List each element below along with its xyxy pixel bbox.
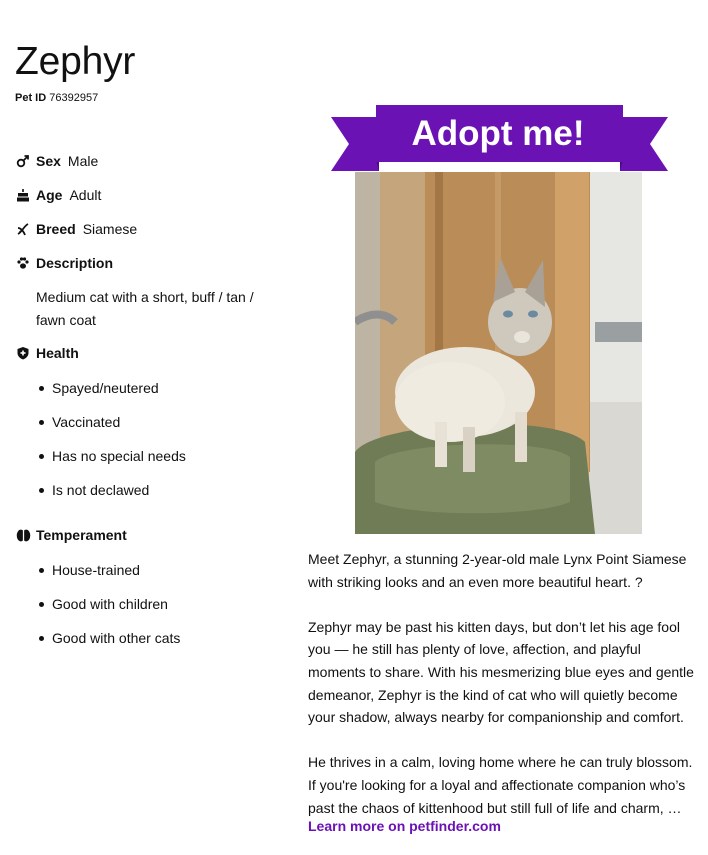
list-item	[36, 553, 180, 587]
age-value: Adult	[69, 187, 102, 203]
story-paragraph: He thrives in a calm, loving home where he can truly blossom. If you're looking for a loyal and affectionate companion who’s past the chaos of kittenhood but still full of life and charm, …	[308, 754, 693, 816]
cake-icon	[15, 187, 31, 203]
paw-icon	[15, 255, 31, 271]
gender-icon	[15, 153, 31, 169]
temperament-item-text: Good with other cats	[52, 630, 181, 646]
story-paragraph: Zephyr may be past his kitten days, but don’t let his age fool you — he still has plenty of love, affection, and playful moments to share. With his mesmerizing blue eyes and gentle demeanor, Zephyr is the kind of cat who will quietly become your shadow, always nearby for companionship and comfort.	[308, 618, 694, 726]
list-item	[36, 439, 186, 473]
attr-sex	[15, 153, 98, 169]
list-item	[36, 621, 180, 655]
banner-ribbon-right	[620, 117, 668, 171]
bullet	[39, 488, 44, 493]
sex-value: Male	[67, 153, 99, 169]
attr-age	[15, 187, 101, 203]
temperament-list	[36, 553, 180, 655]
bullet	[39, 568, 44, 573]
pet-story	[308, 548, 698, 819]
pet-id	[15, 92, 98, 104]
health-item-text: Spayed/neutered	[52, 380, 159, 396]
attr-health	[15, 345, 86, 361]
health-list	[36, 371, 186, 507]
health-item-text: Has no special needs	[52, 448, 186, 464]
sex-label: Sex	[36, 153, 61, 169]
health-item-text: Vaccinated	[52, 414, 121, 430]
breed-value: Siamese	[82, 221, 138, 237]
list-item	[36, 587, 180, 621]
story-paragraph: Meet Zephyr, a stunning 2-year-old male Lynx Point Siamese with striking looks and an even more beautiful heart. ?	[308, 551, 687, 590]
bullet	[39, 420, 44, 425]
pet-name: Zephyr	[15, 40, 136, 83]
bullet	[39, 454, 44, 459]
bullet	[39, 386, 44, 391]
attr-temperament	[15, 527, 134, 543]
health-label: Health	[36, 345, 79, 361]
dna-icon	[15, 221, 31, 237]
breed-label: Breed	[36, 221, 76, 237]
temperament-item-text: House-trained	[52, 562, 140, 578]
learn-more-link[interactable]: Learn more on petfinder.com	[308, 818, 501, 834]
health-item-text: Is not declawed	[52, 482, 150, 498]
banner-ribbon-left	[331, 117, 379, 171]
adopt-banner-text: Adopt me!	[411, 114, 585, 153]
shield-plus-icon	[15, 345, 31, 361]
description-label: Description	[36, 255, 114, 271]
list-item	[36, 405, 186, 439]
attr-breed	[15, 221, 137, 237]
temperament-label: Temperament	[36, 527, 127, 543]
list-item	[36, 371, 186, 405]
bullet	[39, 636, 44, 641]
temperament-item-text: Good with children	[52, 596, 168, 612]
list-item	[36, 473, 186, 507]
brain-icon	[15, 527, 31, 543]
attr-description	[15, 255, 120, 271]
pet-photo	[355, 172, 642, 534]
description-text: Medium cat with a short, buff / tan / fawn coat	[36, 289, 254, 328]
pet-id-value: 76392957	[49, 92, 99, 104]
bullet	[39, 602, 44, 607]
pet-id-label: Pet ID	[15, 92, 47, 104]
age-label: Age	[36, 187, 63, 203]
